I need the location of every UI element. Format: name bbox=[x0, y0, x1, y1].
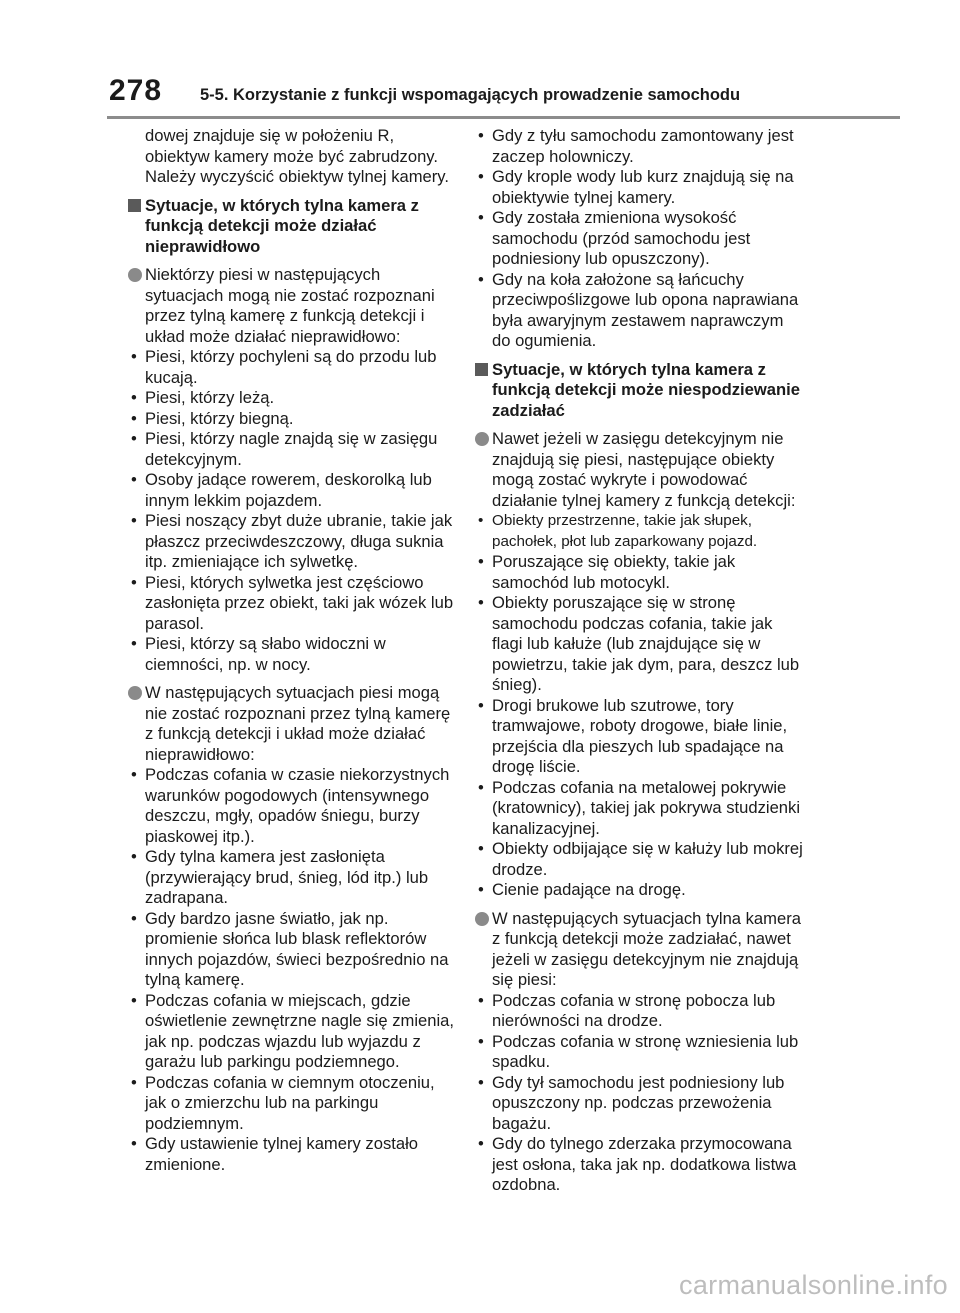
left-column bbox=[127, 126, 457, 1183]
paragraph-intro-text: W następujących sytuacjach tylna kamera z funkcją detekcji może zadziałać, nawet jeżeli w zasięgu detekcyjnym nie znajdują się piesi: bbox=[492, 908, 801, 989]
circle-bullet-icon bbox=[475, 432, 489, 446]
list-item: • Podczas cofania w czasie niekorzystnych warunków pogodowych (intensywnego deszczu, mgły, opadów śniegu, burzy piaskowej itp.). bbox=[127, 765, 457, 847]
list-item: • Piesi, którzy nagle znajdą się w zasięgu detekcyjnym. bbox=[127, 429, 457, 470]
list-item: • Obiekty odbijające się w kałuży lub mokrej drodze. bbox=[474, 839, 804, 880]
page-number: 278 bbox=[109, 74, 163, 107]
right-column bbox=[474, 126, 804, 1204]
list-item: • Gdy ustawienie tylnej kamery zostało zmienione. bbox=[127, 1134, 457, 1175]
list-item: • Piesi, których sylwetka jest częściowo zasłonięta przez obiekt, taki jak wózek lub parasol. bbox=[127, 573, 457, 635]
list-item: • Gdy krople wody lub kurz znajdują się na obiektywie tylnej kamery. bbox=[474, 167, 804, 208]
list-item: • Piesi, którzy są słabo widoczni w ciemności, np. w nocy. bbox=[127, 634, 457, 675]
list-item: • Obiekty poruszające się w stronę samochodu podczas cofania, takie jak flagi lub kałuże (lub znajdujące się w powietrzu, takie jak dym, para, deszcz lub śnieg). bbox=[474, 593, 804, 696]
list-item: • Podczas cofania na metalowej pokrywie (kratownicy), takiej jak pokrywa studzienki kanalizacyjnej. bbox=[474, 778, 804, 840]
paragraph-intro bbox=[127, 683, 457, 765]
paragraph-intro bbox=[474, 909, 804, 991]
paragraph-intro-text: W następujących sytuacjach piesi mogą nie zostać rozpoznani przez tylną kamerę z funkcją detekcji i układ może działać nieprawidłowo: bbox=[145, 683, 451, 764]
list-item: • Gdy na koła założone są łańcuchy przeciwpoślizgowe lub opona naprawiana była awaryjnym zestawem naprawczym do ogumienia. bbox=[474, 270, 804, 352]
list-item: • Piesi, którzy biegną. bbox=[127, 409, 457, 430]
section-heading-text: Sytuacje, w których tylna kamera z funkcją detekcji może niespodziewanie zadziałać bbox=[492, 359, 800, 420]
list-item: • Podczas cofania w stronę pobocza lub nierówności na drodze. bbox=[474, 991, 804, 1032]
list-item: • Gdy z tyłu samochodu zamontowany jest zaczep holowniczy. bbox=[474, 126, 804, 167]
watermark: carmanualsonline.info bbox=[679, 1270, 948, 1300]
section-heading-text: Sytuacje, w których tylna kamera z funkcją detekcji może działać nieprawidłowo bbox=[145, 195, 419, 256]
circle-bullet-icon bbox=[128, 686, 142, 700]
list-item: • Osoby jadące rowerem, deskorolką lub innym lekkim pojazdem. bbox=[127, 470, 457, 511]
list-item: • Drogi brukowe lub szutrowe, tory tramwajowe, roboty drogowe, białe linie, przejścia dla pieszych lub spadające na drogę liście. bbox=[474, 696, 804, 778]
list-item: • Obiekty przestrzenne, takie jak słupek, pachołek, płot lub zaparkowany pojazd. bbox=[474, 511, 804, 552]
bullet-list bbox=[474, 511, 804, 901]
paragraph-intro-text: Niektórzy piesi w następujących sytuacjach mogą nie zostać rozpoznani przez tylną kamerę z funkcją detekcji i układ może działać nieprawidłowo: bbox=[145, 265, 435, 346]
bullet-list bbox=[127, 765, 457, 1175]
chapter-title: 5-5. Korzystanie z funkcji wspomagających prowadzenie samochodu bbox=[200, 86, 741, 104]
list-item: • Cienie padające na drogę. bbox=[474, 880, 804, 901]
list-item: • Podczas cofania w ciemnym otoczeniu, jak o zmierzchu lub na parkingu podziemnym. bbox=[127, 1073, 457, 1135]
list-item: • Poruszające się obiekty, takie jak samochód lub motocykl. bbox=[474, 552, 804, 593]
list-item: • Gdy tylna kamera jest zasłonięta (przywierający brud, śnieg, lód itp.) lub zadrapana. bbox=[127, 847, 457, 909]
section-heading-unexpected bbox=[474, 360, 804, 422]
header-divider bbox=[107, 116, 900, 119]
page-header bbox=[0, 0, 960, 118]
paragraph-intro bbox=[127, 265, 457, 347]
list-item: • Piesi, którzy leżą. bbox=[127, 388, 457, 409]
list-item: • Podczas cofania w miejscach, gdzie oświetlenie zewnętrzne nagle się zmienia, jak np. podczas wjazdu lub wyjazdu z garażu lub parkingu podziemnego. bbox=[127, 991, 457, 1073]
bullet-list bbox=[474, 126, 804, 352]
list-item: • Gdy bardzo jasne światło, jak np. promienie słońca lub blask reflektorów innych pojazdów, świeci bezpośrednio na tylną kamerę. bbox=[127, 909, 457, 991]
list-item: • Piesi noszący zbyt duże ubranie, takie jak płaszcz przeciwdeszczowy, długa suknia itp. zmieniające ich sylwetkę. bbox=[127, 511, 457, 573]
paragraph-intro bbox=[474, 429, 804, 511]
continued-paragraph: dowej znajduje się w położeniu R, obiektyw kamery może być zabrudzony. Należy wyczyścić obiektyw tylnej kamery. bbox=[145, 126, 449, 186]
list-item: • Podczas cofania w stronę wzniesienia lub spadku. bbox=[474, 1032, 804, 1073]
square-bullet-icon bbox=[128, 199, 141, 212]
paragraph-intro-text: Nawet jeżeli w zasięgu detekcyjnym nie znajdują się piesi, następujące obiekty mogą zostać wykryte i powodować działanie tylnej kamery z funkcją detekcji: bbox=[492, 429, 796, 510]
list-item: • Gdy do tylnego zderzaka przymocowana jest osłona, taka jak np. dodatkowa listwa ozdobna. bbox=[474, 1134, 804, 1196]
bullet-list bbox=[127, 347, 457, 675]
list-item: • Gdy tył samochodu jest podniesiony lub opuszczony np. podczas przewożenia bagażu. bbox=[474, 1073, 804, 1135]
square-bullet-icon bbox=[475, 363, 488, 376]
circle-bullet-icon bbox=[128, 268, 142, 282]
section-heading-malfunction bbox=[127, 196, 457, 258]
bullet-list bbox=[474, 991, 804, 1196]
list-item: • Gdy została zmieniona wysokość samochodu (przód samochodu jest podniesiony lub opuszczony). bbox=[474, 208, 804, 270]
list-item: • Piesi, którzy pochyleni są do przodu lub kucają. bbox=[127, 347, 457, 388]
circle-bullet-icon bbox=[475, 912, 489, 926]
